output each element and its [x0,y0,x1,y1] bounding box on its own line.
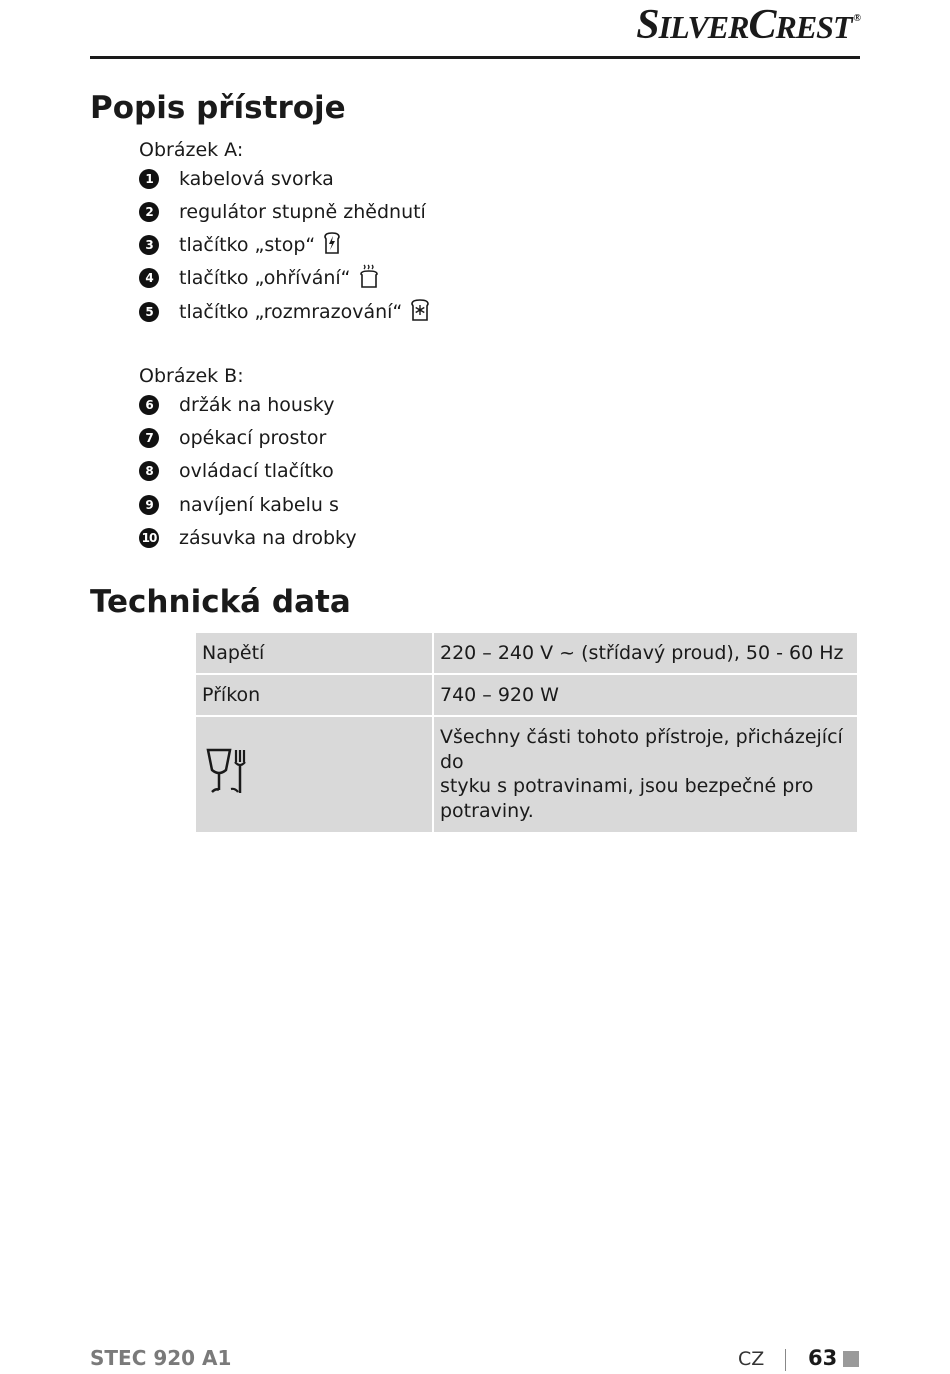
item-number: 1 [139,169,159,189]
header-rule [90,56,860,59]
toast-reheat-icon [357,263,381,294]
item-number: 8 [139,461,159,481]
footer-model: STEC 920 A1 [90,1346,232,1370]
table-cell-value [433,716,858,833]
table-cell-value: 740 – 920 W [433,674,858,716]
food-safe-glass-fork-icon [202,779,250,801]
item-number: 2 [139,202,159,222]
section-title-technical: Technická data [90,584,351,620]
footer-divider [785,1349,786,1371]
item-number: 3 [139,235,159,255]
list-item [139,393,334,417]
item-text: zásuvka na drobky [179,527,357,549]
page-number: 63 [808,1346,838,1370]
list-item [139,493,339,517]
item-text: tlačítko „ohřívání“ [179,267,351,289]
item-text: tlačítko „rozmrazování“ [179,301,403,323]
table-row [195,674,858,716]
item-number: 4 [139,268,159,288]
food-safe-text-line1: Všechny části tohoto přístroje, přicházející do [440,726,843,773]
technical-data-table [194,631,859,834]
item-text: kabelová svorka [179,168,334,190]
item-text: tlačítko „stop“ [179,234,316,256]
list-item [139,426,326,450]
item-text: regulátor stupně zhědnutí [179,201,426,223]
table-cell-label: Příkon [195,674,433,716]
food-safe-text-line2: styku s potravinami, jsou bezpečné pro potraviny. [440,775,814,823]
item-number: 6 [139,395,159,415]
table-row [195,716,858,833]
item-number: 9 [139,495,159,515]
footer-language: CZ [738,1348,765,1370]
list-item [139,266,381,290]
item-text: ovládací tlačítko [179,460,334,482]
table-cell-label: Napětí [195,632,433,674]
list-item [139,233,343,257]
brand-logo: SILVERCREST ® [636,2,860,48]
list-item [139,167,334,191]
item-text: opékací prostor [179,427,327,449]
section-title-description: Popis přístroje [90,90,346,126]
list-item [139,300,432,324]
item-number: 7 [139,428,159,448]
figure-b-label: Obrázek B: [139,365,244,387]
toast-stop-icon [321,231,343,260]
table-row [195,632,858,674]
item-text: držák na housky [179,394,335,416]
item-text: navíjení kabelu s [179,494,339,516]
item-number: 5 [139,302,159,322]
list-item [139,200,426,224]
table-cell-value: 220 – 240 V ~ (střídavý proud), 50 - 60 Hz [433,632,858,674]
item-number: 10 [139,528,159,548]
list-item [139,526,357,550]
table-cell-icon [195,716,433,833]
figure-a-label: Obrázek A: [139,139,244,161]
footer-square-marker [843,1351,859,1367]
toast-defrost-icon [408,298,432,327]
list-item [139,459,334,483]
